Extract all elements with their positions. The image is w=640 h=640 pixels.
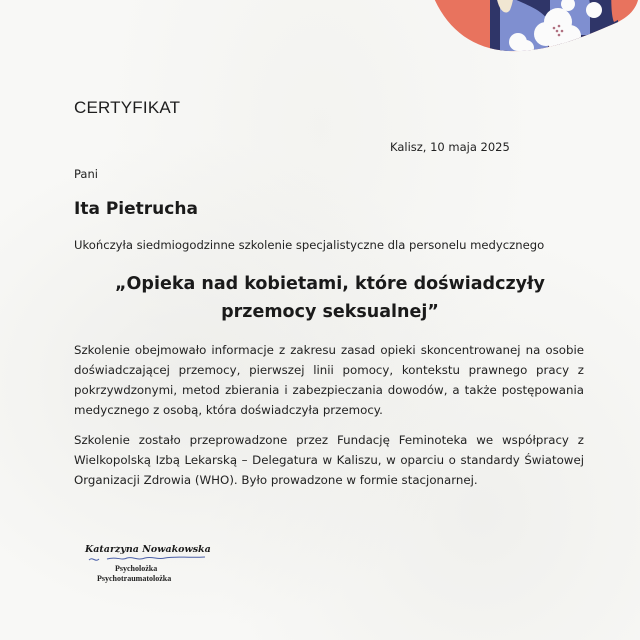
signatory-role-1: Psycholożka (115, 564, 158, 573)
signatory-role-2: Psychotraumatolożka (97, 574, 172, 583)
signature-block (85, 544, 215, 584)
organizer-paragraph: Szkolenie zostało przeprowadzone przez Fundację Feminoteka we współpracy z Wielkopolską Izbą Lekarską – Delegatura w Kaliszu, w oparciu o standardy Światowej Organizacji Zdrowia (WHO). Było prowadzone w formie stacjonarnej. (74, 433, 584, 487)
salutation: Pani (74, 167, 98, 181)
course-description-paragraph: Szkolenie obejmowało informacje z zakresu zasad opieki skoncentrowanej na osobie doświadczającej przemocy, pierwszej linii pomocy, kontekstu prawnego pracy z pokrzywdzonymi, metod zbierania i zabezpieczania dowodów, a także postępowania medycznego z osobą, która doświadczyła przemocy. (74, 343, 584, 417)
signatory-name: Katarzyna Nowakowska (85, 544, 211, 555)
recipient-name: Ita Pietrucha (74, 199, 198, 219)
place-and-date: Kalisz, 10 maja 2025 (390, 140, 510, 154)
course-title: „Opieka nad kobietami, które doświadczyły przemocy seksualnej” (115, 274, 545, 322)
handwritten-signature-icon (87, 554, 207, 564)
completion-statement: Ukończyła siedmiogodzinne szkolenie specjalistyczne dla personelu medycznego (74, 238, 545, 252)
floral-illustration-icon (418, 0, 638, 52)
certificate-title: CERTYFIKAT (74, 98, 181, 117)
